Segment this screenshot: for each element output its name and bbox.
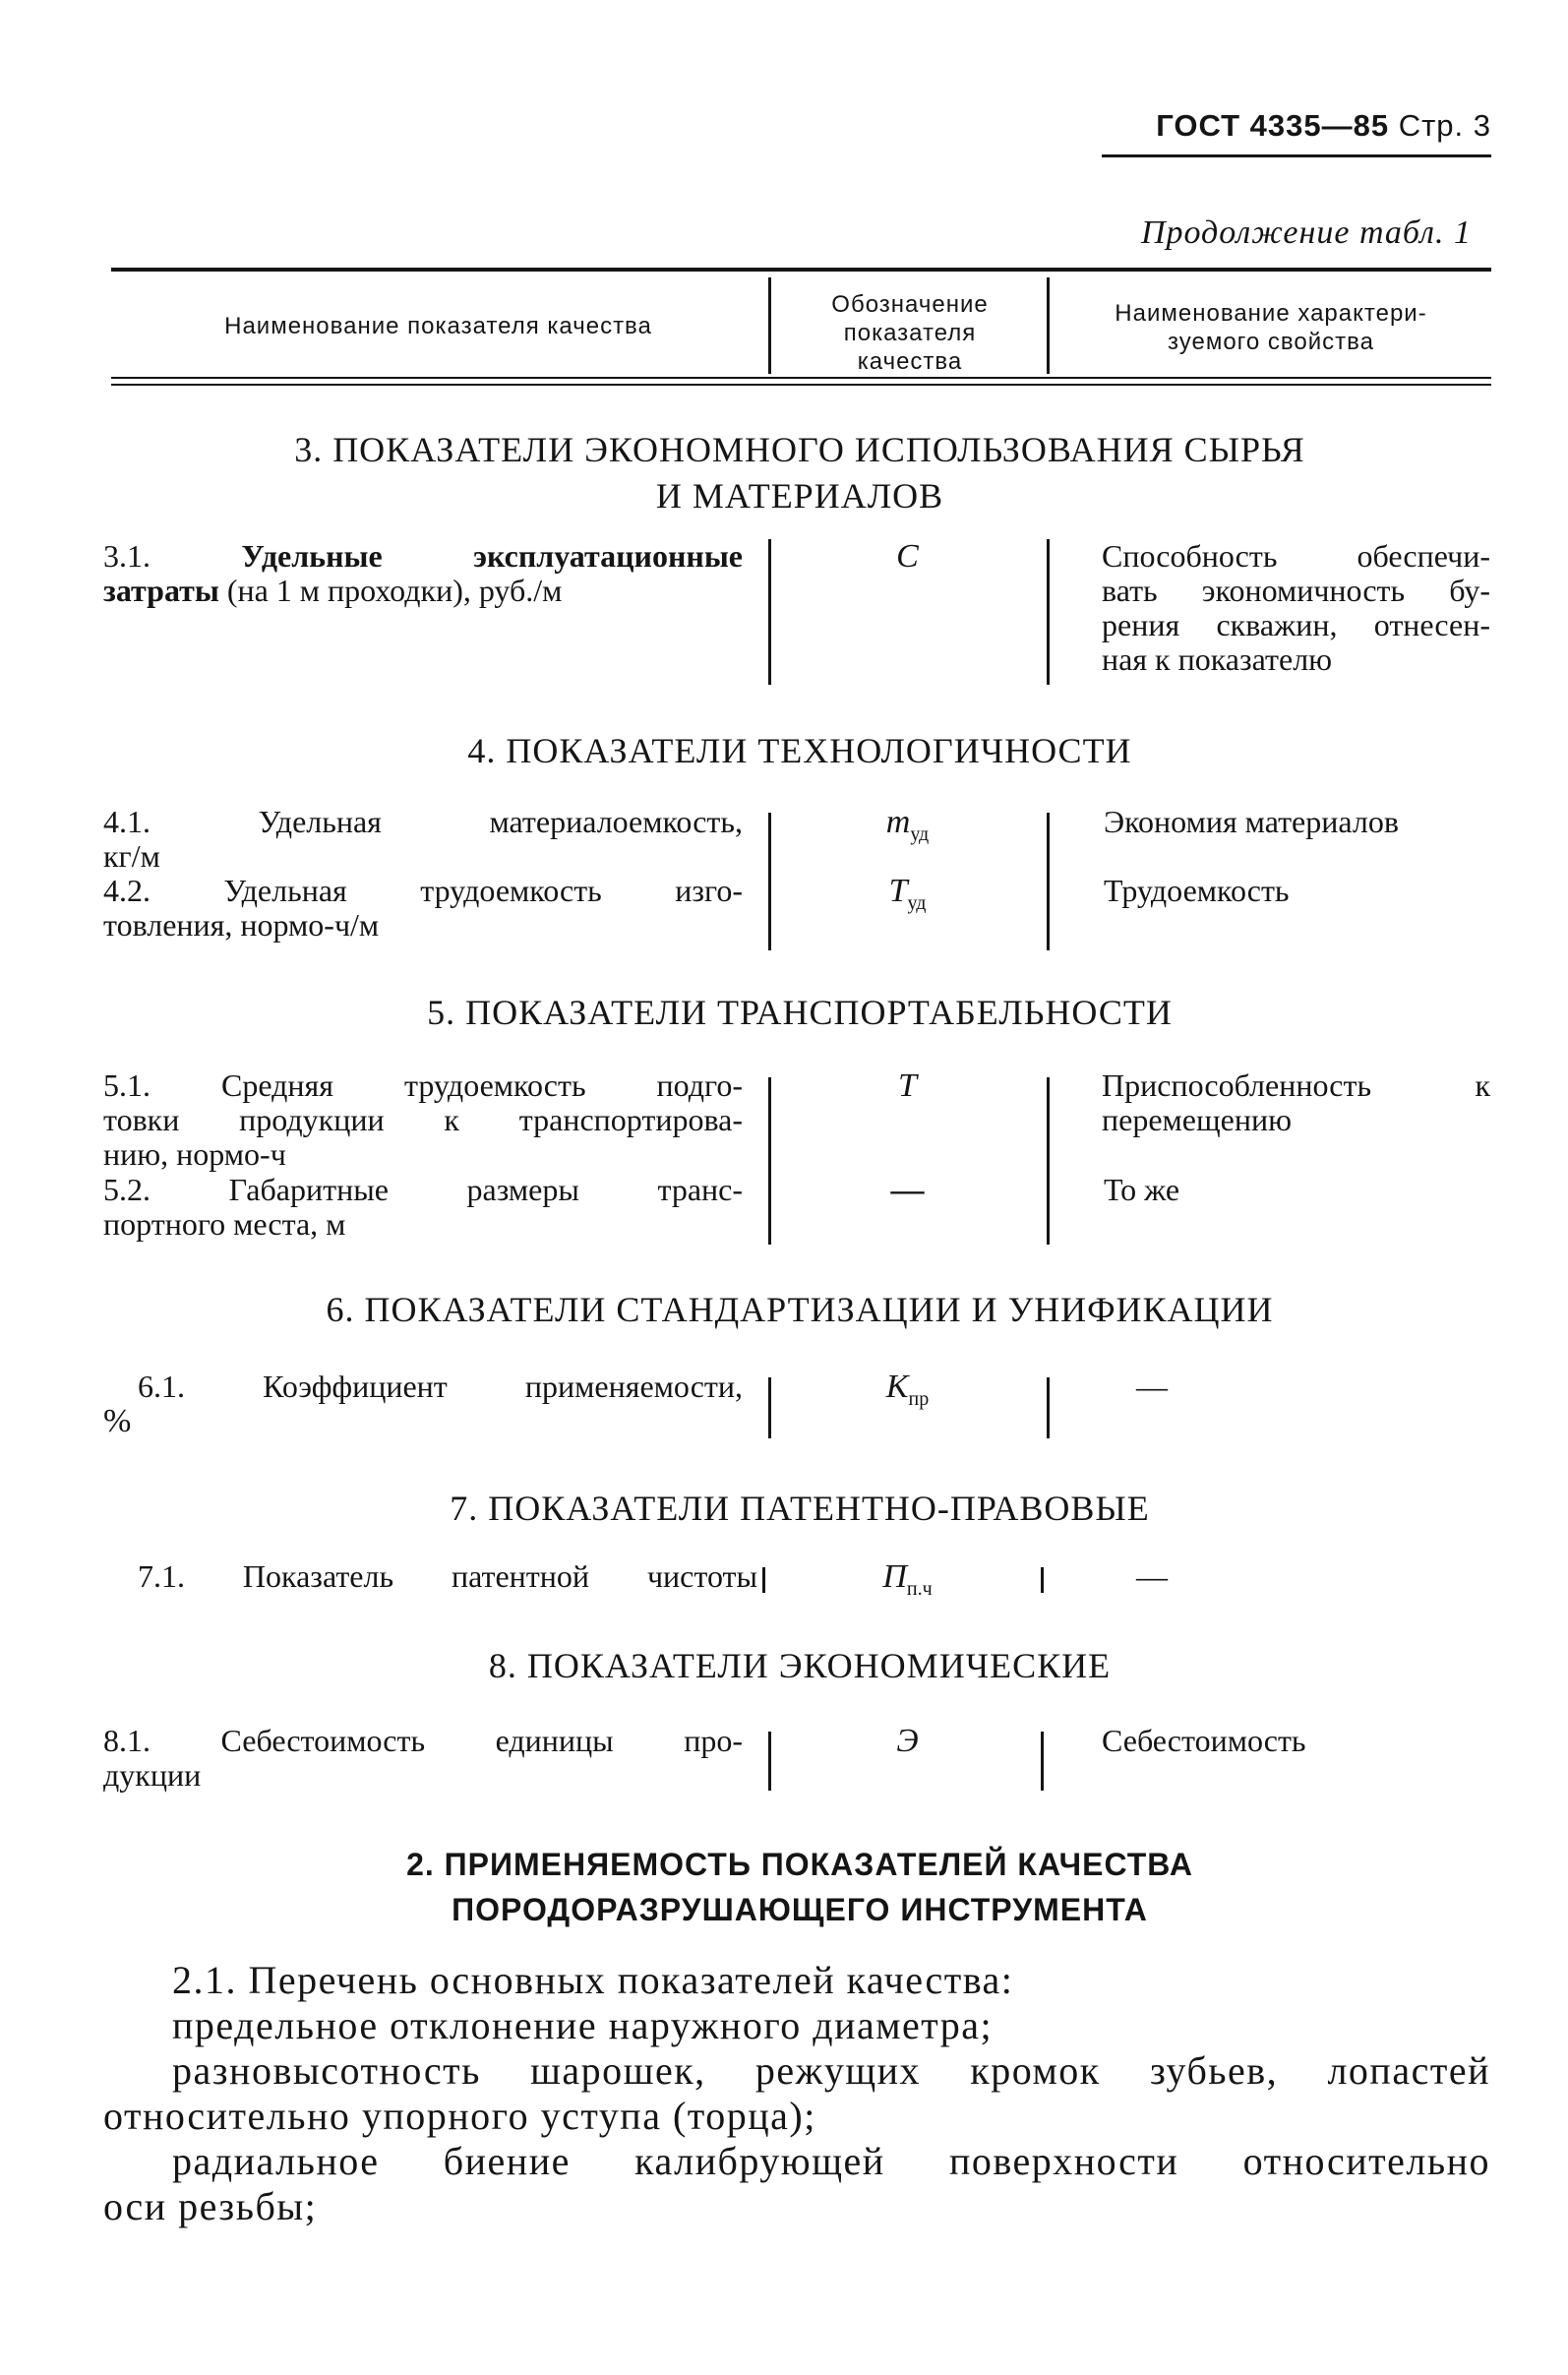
row-4-1-name: 4.1. Удельная материалоемкость, [103, 804, 743, 839]
section-7-title: 7. ПОКАЗАТЕЛИ ПАТЕНТНО-ПРАВОВЫЕ [450, 1489, 1150, 1528]
paragraph-runout: радиальное биение калибрующей поверхности относительно [172, 2139, 1490, 2183]
row-8-1-name-cont: дукции [103, 1757, 202, 1793]
section-5-divider-2 [1047, 1077, 1050, 1245]
row-8-1-symbol: Э [896, 1723, 919, 1759]
row-6-1-name-cont: % [103, 1403, 132, 1439]
section-4-title: 4. ПОКАЗАТЕЛИ ТЕХНОЛОГИЧНОСТИ [467, 731, 1132, 770]
row-6-1-divider-2 [1047, 1377, 1050, 1438]
row-3-1-property: Способность обеспечи- вать экономичность бу- рения скважин, отнесен- ная к показателю [1102, 538, 1490, 677]
header-col-name: Наименование показателя качества [224, 313, 652, 339]
table-continuation-label: Продолжение табл. 1 [1140, 214, 1472, 251]
table-header-bottom-rule [111, 377, 1491, 379]
row-4-2-name: 4.2. Удельная трудоемкость изго- [103, 873, 743, 908]
row-3-1-divider-2 [1047, 539, 1050, 685]
section-8-title: 8. ПОКАЗАТЕЛИ ЭКОНОМИЧЕСКИЕ [488, 1646, 1112, 1685]
row-6-1-symbol: $K_{пр}$ [885, 1369, 930, 1410]
header-col-symbol: Обозначение показателя качества [831, 291, 989, 375]
row-5-2-property: То же [1104, 1172, 1180, 1207]
table-header-bottom-rule-2 [111, 384, 1491, 386]
row-4-2-property: Трудоемкость [1104, 873, 1290, 908]
row-5-1-name: 5.1. Средняя трудоемкость подго- [103, 1067, 743, 1103]
row-3-1-name: 3.1. Удельные эксплуатационные затраты (на 1 м проходки), руб./м [103, 538, 743, 608]
section-4-divider-2 [1047, 813, 1050, 950]
page-number: Стр. 3 [1398, 108, 1491, 143]
section-6-title: 6. ПОКАЗАТЕЛИ СТАНДАРТИЗАЦИИ И УНИФИКАЦИИ [326, 1290, 1274, 1329]
row-8-1-divider-1 [768, 1732, 771, 1791]
running-head-rule [1102, 154, 1491, 157]
section-4-divider-1 [768, 813, 771, 950]
paragraph-runout-cont: оси резьбы; [103, 2184, 318, 2228]
row-5-1-name-cont-2: нию, нормо-ч [103, 1136, 286, 1172]
row-5-1-property-cont: перемещению [1102, 1102, 1292, 1137]
row-7-1-property: — [1136, 1558, 1168, 1594]
row-7-1-symbol: $П_{п.ч}$ [882, 1558, 933, 1600]
row-5-1-property: Приспособленность к [1102, 1067, 1490, 1103]
row-3-1-symbol: С [896, 538, 919, 575]
row-6-1-divider-1 [768, 1377, 771, 1438]
row-7-1-name: 7.1. Показатель патентной чистоты [138, 1558, 757, 1594]
row-7-1-divider-1 [762, 1567, 765, 1593]
table-header-top-rule [111, 268, 1491, 272]
row-4-2-name-cont: товления, нормо-ч/м [103, 907, 380, 943]
row-5-1-symbol: T [898, 1067, 917, 1104]
row-5-2-symbol: — [890, 1172, 925, 1208]
paragraph-height-diff-cont: относительно упорного уступа (торца); [103, 2094, 816, 2138]
row-4-1-name-cont: кг/м [103, 838, 160, 874]
paragraph-2-1: 2.1. Перечень основных показателей качества: [172, 1958, 1014, 2002]
section-3-title: 3. ПОКАЗАТЕЛИ ЭКОНОМНОГО ИСПОЛЬЗОВАНИЯ СЫРЬЯ И МАТЕРИАЛОВ [294, 430, 1305, 516]
row-4-1-property: Экономия материалов [1104, 804, 1399, 839]
row-8-1-property: Себестоимость [1102, 1723, 1306, 1758]
chapter-2-title: 2. ПРИМЕНЯЕМОСТЬ ПОКАЗАТЕЛЕЙ КАЧЕСТВА ПОРОДОРАЗРУШАЮЩЕГО ИНСТРУМЕНТА [406, 1847, 1193, 1927]
section-5-divider-1 [768, 1077, 771, 1245]
section-5-title: 5. ПОКАЗАТЕЛИ ТРАНСПОРТАБЕЛЬНОСТИ [427, 993, 1173, 1032]
row-8-1-name: 8.1. Себестоимость единицы про- [103, 1723, 743, 1758]
row-4-1-symbol: $m_{уд}$ [885, 804, 930, 845]
row-5-2-name: 5.2. Габаритные размеры транс- [103, 1172, 743, 1207]
row-4-2-symbol: $T_{уд}$ [888, 873, 927, 914]
header-col-property: Наименование характери- зуемого свойства [1115, 300, 1427, 355]
paragraph-diameter: предельное отклонение наружного диаметра; [172, 2003, 994, 2047]
row-3-1-divider-1 [768, 539, 771, 685]
header-divider-1 [768, 277, 771, 374]
standard-number: ГОСТ 4335—85 [1156, 108, 1390, 143]
row-6-1-property: — [1136, 1369, 1168, 1404]
row-6-1-name: 6.1. Коэффициент применяемости, [138, 1369, 743, 1404]
row-5-1-name-cont: товки продукции к транспортирова- [103, 1102, 743, 1137]
paragraph-height-diff: разновысотность шарошек, режущих кромок зубьев, лопастей [172, 2048, 1490, 2093]
row-5-2-name-cont: портного места, м [103, 1206, 346, 1242]
header-divider-2 [1047, 277, 1050, 374]
running-head [1156, 108, 1491, 144]
